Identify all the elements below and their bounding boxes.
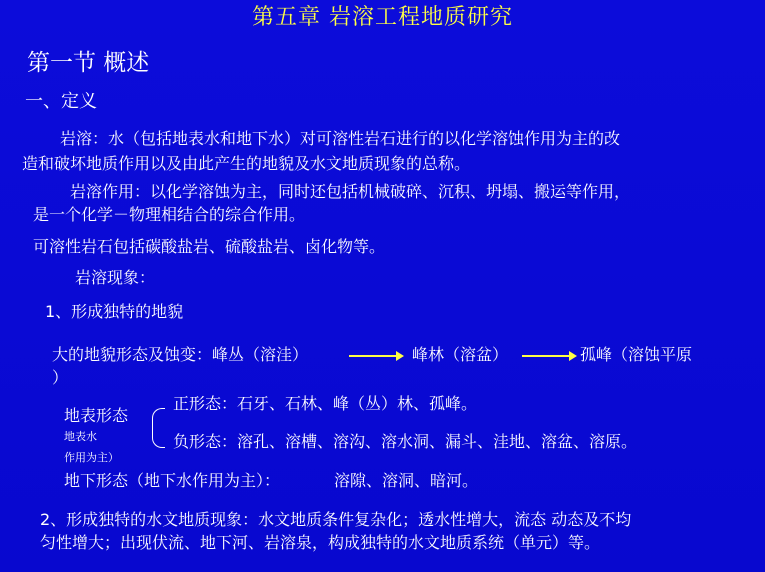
surface-forms-note-2: 作用为主） xyxy=(64,451,119,464)
point-2-line-2: 匀性增大；出现伏流、地下河、岩溶泉，构成独特的水文地质系统（单元）等。 xyxy=(40,533,601,552)
surface-forms-note-1: 地表水 xyxy=(64,430,97,443)
subsection-heading: 一、定义 xyxy=(25,91,97,112)
soluble-rocks-text: 可溶性岩石包括碳酸盐岩、硫酸盐岩、卤化物等。 xyxy=(33,237,386,256)
point-1-heading: 1、形成独特的地貌 xyxy=(45,302,184,321)
surface-forms-label: 地表形态 xyxy=(64,406,129,425)
evolution-close-paren: ） xyxy=(52,368,69,387)
brace-icon xyxy=(152,408,165,448)
positive-forms-text: 正形态：石牙、石林、峰（丛）林、孤峰。 xyxy=(173,394,478,413)
phenomena-label: 岩溶现象： xyxy=(75,268,156,287)
evolution-middle: 峰林（溶盆） xyxy=(412,345,509,364)
section-heading: 第一节 概述 xyxy=(27,50,150,76)
karst-definition-line-1: 岩溶：水（包括地表水和地下水）对可溶性岩石进行的以化学溶蚀作用为主的改 xyxy=(60,129,621,148)
arrow-icon xyxy=(349,355,397,357)
negative-forms-text: 负形态：溶孔、溶槽、溶沟、溶水洞、漏斗、洼地、溶盆、溶原。 xyxy=(173,432,638,451)
evolution-end: 孤峰（溶蚀平原 xyxy=(580,345,693,364)
underground-forms-text: 溶隙、溶洞、暗河。 xyxy=(334,471,479,490)
chapter-title: 第五章 岩溶工程地质研究 xyxy=(252,5,513,30)
karst-action-line-1: 岩溶作用：以化学溶蚀为主，同时还包括机械破碎、沉积、坍塌、搬运等作用， xyxy=(70,182,631,201)
underground-forms-label: 地下形态（地下水作用为主）： xyxy=(64,471,281,490)
evolution-start: 大的地貌形态及蚀变：峰丛（溶洼） xyxy=(52,345,309,364)
karst-action-line-2: 是一个化学－物理相结合的综合作用。 xyxy=(33,205,306,224)
point-2-line-1: 2、形成独特的水文地质现象：水文地质条件复杂化；透水性增大，流态 动态及不均 xyxy=(40,510,632,529)
arrow-icon xyxy=(522,355,570,357)
karst-definition-line-2: 造和破坏地质作用以及由此产生的地貌及水文地质现象的总称。 xyxy=(22,154,471,173)
